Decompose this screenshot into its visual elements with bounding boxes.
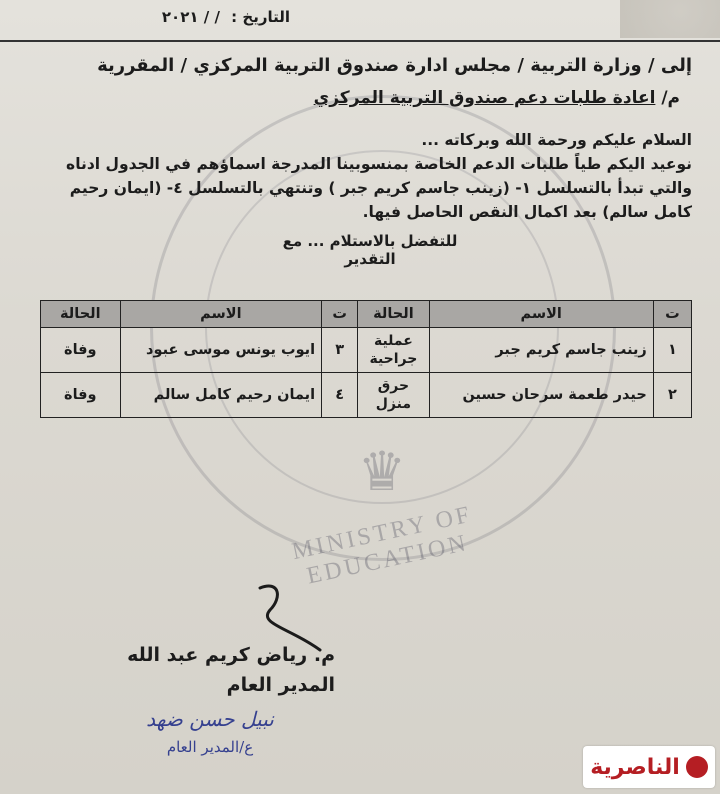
signatory-name: م. رياض كريم عبد الله bbox=[127, 644, 335, 666]
signatory-block bbox=[95, 640, 335, 700]
cell-name: ايمان رحيم كامل سالم bbox=[120, 373, 322, 418]
header-status-1: الحالة bbox=[358, 301, 429, 328]
header-status-2: الحالة bbox=[41, 301, 121, 328]
signatory-title: المدير العام bbox=[226, 674, 335, 696]
header-seq-1: ت bbox=[653, 301, 691, 328]
requests-table bbox=[40, 300, 692, 418]
header-name-2: الاسم bbox=[120, 301, 322, 328]
watermark-brand: الناصرية bbox=[590, 754, 680, 780]
header-seq-2: ت bbox=[322, 301, 358, 328]
brand-logo-icon bbox=[686, 756, 708, 778]
cell-name: ايوب يونس موسى عبود bbox=[120, 328, 322, 373]
cell-name: زينب جاسم كريم جبر bbox=[429, 328, 653, 373]
subject-text: اعادة طلبات دعم صندوق التربية المركزي bbox=[313, 88, 656, 108]
cell-seq: ٣ bbox=[322, 328, 358, 373]
body-paragraph: نوعيد اليكم طياً طلبات الدعم الخاصة بمنسوبينا المدرجة اسماؤهم في الجدول ادناه والتي تبدأ بالتسلسل ١- (زينب جاسم كريم جبر ) وتنتهي بالتسلسل ٤- (ايمان رحيم كامل سالم) بعد اكمال النقص الحاصل فيها. bbox=[66, 155, 692, 221]
table-header-row bbox=[41, 301, 692, 328]
cell-name: حيدر طعمة سرحان حسين bbox=[429, 373, 653, 418]
eagle-emblem-icon: ♛ bbox=[357, 440, 407, 503]
handwritten-name: نبيل حسن ضهد bbox=[146, 707, 274, 731]
date-line bbox=[60, 8, 290, 26]
cell-status: حرق منزل bbox=[358, 373, 429, 418]
letterhead-bar bbox=[0, 0, 720, 42]
date-label: التاريخ : bbox=[231, 8, 290, 26]
cell-seq: ٤ bbox=[322, 373, 358, 418]
greeting: السلام عليكم ورحمة الله وبركاته ... bbox=[421, 131, 692, 149]
source-watermark bbox=[583, 746, 715, 788]
handwritten-title: ع/المدير العام bbox=[166, 738, 254, 756]
recipient-line: إلى / وزارة التربية / مجلس ادارة صندوق التربية المركزي / المقررية bbox=[97, 55, 692, 76]
cell-status: عملية جراحية bbox=[358, 328, 429, 373]
handwritten-signature bbox=[110, 705, 310, 761]
closing-line: للتفضل بالاستلام ... مع التقدير bbox=[282, 232, 458, 268]
letter-body bbox=[32, 128, 692, 224]
subject-line bbox=[314, 88, 680, 108]
letterhead-logo bbox=[620, 0, 720, 38]
cell-status: وفاة bbox=[41, 328, 121, 373]
cell-seq: ٢ bbox=[653, 373, 691, 418]
subject-prefix: م/ bbox=[661, 88, 680, 108]
table-row bbox=[41, 373, 692, 418]
date-value: / / ٢٠٢١ bbox=[161, 8, 220, 26]
header-name-1: الاسم bbox=[429, 301, 653, 328]
seal-text: MINISTRY OF EDUCATION bbox=[289, 501, 475, 590]
cell-status: وفاة bbox=[41, 373, 121, 418]
table-row bbox=[41, 328, 692, 373]
cell-seq: ١ bbox=[653, 328, 691, 373]
